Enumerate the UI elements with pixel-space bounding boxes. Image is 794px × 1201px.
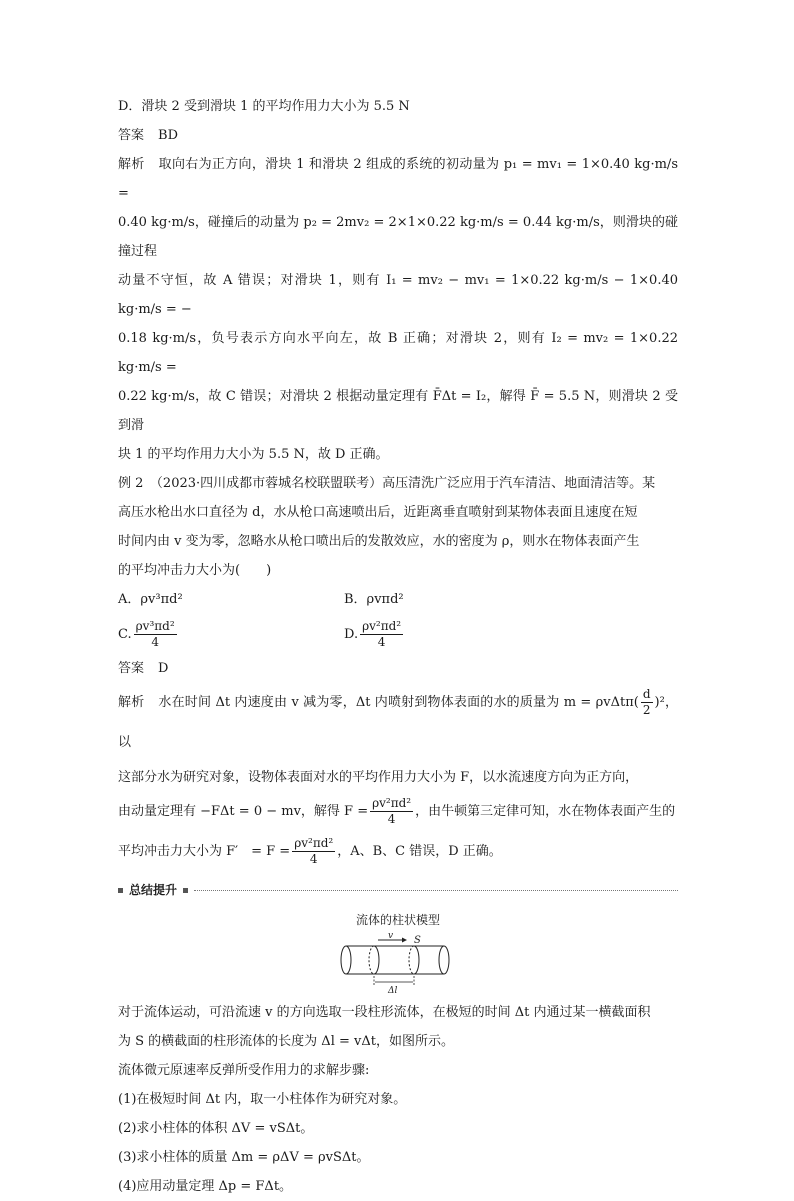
ex1-analysis-line: 块 1 的平均作用力大小为 5.5 N，故 D 正确。 (118, 447, 389, 462)
force-fraction (370, 796, 413, 827)
fraction-denominator: 2 (642, 703, 651, 717)
cross-section-right (414, 946, 419, 974)
ex1-analysis-line: 0.18 kg·m/s，负号表示方向水平向左，故 B 正确；对滑块 2，则有 I₂ = mv₂ = 1×0.22 kg·m/s = (118, 331, 678, 375)
ex1-analysis-line: 0.22 kg·m/s，故 C 错误；对滑块 2 根据动量定理有 F̄Δt = I₂，解得 F̄ = 5.5 N，则滑块 2 受到滑 (118, 389, 678, 433)
force-fraction (292, 836, 335, 867)
option-c-prefix: C. (118, 626, 132, 642)
velocity-arrowhead (402, 938, 407, 943)
option-d-denominator: 4 (377, 634, 386, 649)
fraction-denominator: 4 (387, 812, 396, 826)
cross-section-left (374, 946, 379, 974)
step-item: (3)求小柱体的质量 Δm = ρΔV = ρvSΔt。 (118, 1150, 370, 1165)
d-over-2-fraction (641, 687, 653, 718)
fraction-denominator: 4 (309, 852, 318, 866)
ex1-answer-label: 答案 (118, 128, 145, 143)
option-c (118, 619, 344, 650)
document-page (118, 92, 678, 1201)
ex2-stem-line: 时间内由 v 变为零，忽略水从枪口喷出后的发散效应，水的密度为 ρ，则水在物体表面产生 (118, 534, 640, 549)
steps-intro: 流体微元原速率反弹所受作用力的求解步骤: (118, 1063, 370, 1078)
ex2-analysis-line (118, 792, 678, 832)
step-item: (1)在极短时间 Δt 内，取一小柱体作为研究对象。 (118, 1092, 407, 1107)
summary-text-line: 为 S 的横截面的柱形流体的长度为 Δl = vΔt，如图所示。 (118, 1034, 454, 1049)
ex2-options-ab (118, 585, 678, 614)
ex2-analysis-line (118, 832, 678, 872)
ex2-stem-line: 高压水枪出水口直径为 d，水从枪口高速喷出后，近距离垂直喷射到某物体表面且速度在短 (118, 505, 638, 520)
ex2-answer-label: 答案 (118, 661, 145, 676)
ex2-analysis-label: 解析 (118, 695, 145, 710)
square-bullet-icon (118, 888, 123, 893)
option-a: A．ρv³πd² (118, 592, 183, 607)
ex2-label: 例 2 (118, 476, 144, 491)
ex2-analysis-text: )²，以 (118, 695, 678, 750)
ex2-analysis-text: 平均冲击力大小为 F′ = F = (118, 844, 291, 859)
cross-section-right-hidden (409, 946, 414, 974)
ex2-analysis-line: 这部分水为研究对象，设物体表面对水的平均作用力大小为 F，以水流速度方向为正方向， (118, 770, 639, 785)
option-d (344, 619, 405, 650)
ex2-analysis-line (118, 683, 678, 763)
option-d-fraction (360, 619, 403, 650)
cylinder-right-end (439, 946, 449, 974)
fraction-numerator: ρv²πd² (372, 796, 412, 810)
summary-header (118, 878, 678, 902)
cross-section-left-hidden (369, 946, 374, 974)
fraction-numerator: ρv²πd² (294, 836, 334, 850)
ex1-analysis-line: 动量不守恒，故 A 错误；对滑块 1，则有 I₁ = mv₂ − mv₁ = 1×0.22 kg·m/s − 1×0.40 kg·m/s = − (118, 273, 678, 317)
option-c-fraction (134, 619, 177, 650)
cylinder-left-end (341, 946, 351, 974)
square-bullet-icon (183, 888, 188, 893)
summary-title: 总结提升 (129, 882, 178, 897)
fraction-numerator: d (642, 687, 651, 701)
ex2-source: （2023·四川成都市蓉城名校联盟联考） (156, 476, 383, 491)
ex2-answer-line (118, 654, 678, 683)
cylinder-model-figure (338, 932, 458, 994)
summary-text-line: 对于流体运动，可沿流速 v 的方向选取一段柱形流体，在极短的时间 Δt 内通过某一横截面积 (118, 1005, 651, 1020)
option-c-numerator: ρv³πd² (135, 618, 175, 633)
ex1-analysis-line: 0.40 kg·m/s，碰撞后的动量为 p₂ = 2mv₂ = 2×1×0.22 kg·m/s = 0.44 kg·m/s，则滑块的碰撞过程 (118, 215, 678, 259)
option-c-denominator: 4 (151, 634, 159, 649)
ex2-analysis-text: ，由牛顿第三定律可知，水在物体表面产生的 (415, 804, 676, 819)
ex1-answer: BD (158, 128, 178, 143)
ex2-answer: D (158, 661, 169, 676)
ex2-analysis-text: 水在时间 Δt 内速度由 v 减为零，Δt 内喷射到物体表面的水的质量为 m = ρvΔtπ( (158, 695, 639, 710)
length-label: Δl (388, 986, 398, 994)
ex1-analysis-line (118, 150, 678, 208)
ex1-answer-line (118, 121, 678, 150)
step-item: (2)求小柱体的体积 ΔV = vSΔt。 (118, 1121, 314, 1136)
step-item: (4)应用动量定理 Δp = FΔt。 (118, 1179, 293, 1194)
area-label: S (414, 935, 421, 946)
ex2-stem-line (118, 469, 678, 498)
option-b: B．ρvπd² (344, 592, 404, 607)
velocity-label: v (388, 932, 394, 941)
ex1-analysis (118, 150, 678, 469)
figure-title: 流体的柱状模型 (355, 913, 440, 927)
dotted-divider (194, 890, 678, 891)
ex2-options-cd (118, 614, 678, 654)
example-2 (118, 469, 678, 872)
ex2-analysis-text: 由动量定理有 −FΔt = 0 − mv，解得 F = (118, 804, 369, 819)
ex1-analysis-label: 解析 (118, 157, 145, 172)
option-d-prefix: D. (344, 626, 359, 642)
ex2-stem-line: 的平均冲击力大小为( ) (118, 563, 272, 578)
ex2-analysis-text: ，A、B、C 错误，D 正确。 (337, 844, 502, 859)
option-d-numerator: ρv²πd² (362, 618, 402, 633)
previous-option-d: D．滑块 2 受到滑块 1 的平均作用力大小为 5.5 N (118, 99, 410, 114)
ex2-stem-text: 高压清洗广泛应用于汽车清洁、地面清洁等。某 (382, 476, 656, 491)
ex1-analysis-text: 取向右为正方向，滑块 1 和滑块 2 组成的系统的初动量为 p₁ = mv₁ = 1×0.40 kg·m/s = (118, 157, 678, 201)
